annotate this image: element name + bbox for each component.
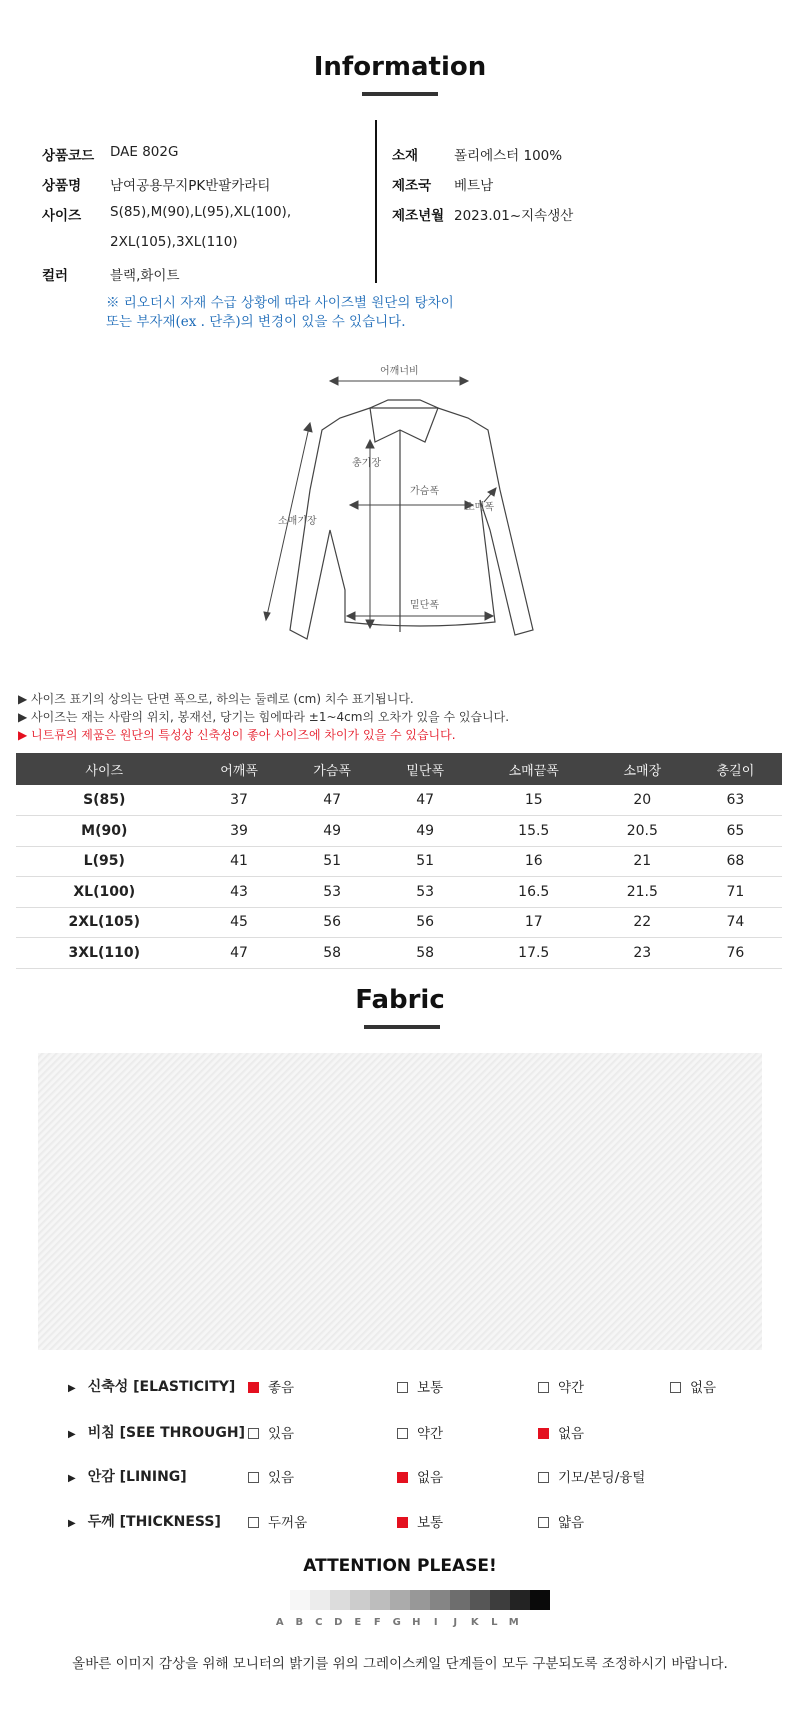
info-label: 제조년월 [392, 208, 445, 224]
info-label: 사이즈 [42, 208, 82, 224]
size-cell: 71 [689, 877, 782, 908]
fabric-option [397, 1466, 443, 1486]
checked-box-icon [538, 1428, 549, 1439]
fabric-property-label [68, 1422, 245, 1442]
fabric-property-name: 신축성 [ELASTICITY] [87, 1379, 236, 1395]
info-value: 남여공용무지PK반팔카라티 [110, 178, 271, 194]
fabric-option [397, 1376, 443, 1396]
table-row [16, 846, 782, 877]
info-label: 컬러 [42, 268, 69, 284]
size-cell: 41 [193, 846, 286, 877]
fabric-option-label: 없음 [417, 1470, 444, 1486]
size-cell: 17 [472, 907, 596, 938]
size-cell: 16.5 [472, 877, 596, 908]
size-cell: 47 [286, 785, 379, 816]
size-cell: 74 [689, 907, 782, 938]
size-cell: 15.5 [472, 816, 596, 847]
info-value: 폴리에스터 100% [454, 148, 563, 164]
garment-measurement-diagram [250, 360, 540, 650]
fabric-texture-image [38, 1053, 762, 1350]
fabric-option [538, 1376, 584, 1396]
size-cell: 37 [193, 785, 286, 816]
arrow-right-icon: ▶ [68, 1473, 76, 1484]
info-label: 상품명 [42, 178, 82, 194]
label-total-length: 총기장 [352, 458, 381, 469]
monitor-brightness-note: 올바른 이미지 감상을 위해 모니터의 밝기를 위의 그레이스케일 단계들이 모두 구분되도록 조정하시기 바랍니다. [72, 1656, 728, 1672]
grayscale-swatch [350, 1590, 370, 1610]
info-value: 2XL(105),3XL(110) [110, 234, 238, 250]
unchecked-box-icon [538, 1517, 549, 1528]
grayscale-swatch [410, 1590, 430, 1610]
fabric-option [248, 1466, 294, 1486]
fabric-property-row [0, 1376, 800, 1398]
fabric-option [248, 1376, 294, 1396]
fabric-option-label: 보통 [417, 1515, 444, 1531]
information-title: Information [313, 52, 487, 82]
arrow-right-icon: ▶ [68, 1383, 76, 1394]
notice-line-2: 또는 부자재(ex . 단추)의 변경이 있을 수 있습니다. [106, 314, 406, 330]
grayscale-letter: L [491, 1617, 498, 1628]
size-cell: 63 [689, 785, 782, 816]
grayscale-letters [270, 1617, 524, 1628]
size-note-knit-warning: ▶ 니트류의 제품은 원단의 특성상 신축성이 좋아 사이즈에 차이가 있을 수 있습니다. [18, 728, 456, 742]
size-cell: 76 [689, 938, 782, 969]
size-header-cell: 어깨폭 [193, 753, 286, 785]
size-header-cell: 가슴폭 [286, 753, 379, 785]
size-cell: 3XL(110) [16, 938, 193, 969]
size-cell: 51 [379, 846, 472, 877]
size-cell: 22 [596, 907, 689, 938]
size-cell: 47 [193, 938, 286, 969]
size-cell: 21.5 [596, 877, 689, 908]
grayscale-swatch [370, 1590, 390, 1610]
label-sleeve-opening: 소매폭 [465, 502, 494, 513]
size-cell: 65 [689, 816, 782, 847]
fabric-option-label: 있음 [268, 1470, 295, 1486]
fabric-property-label [68, 1376, 235, 1396]
attention-title: ATTENTION PLEASE! [303, 1556, 497, 1576]
grayscale-swatch [490, 1590, 510, 1610]
grayscale-letter: C [315, 1617, 323, 1628]
size-header-cell: 사이즈 [16, 753, 193, 785]
table-row [16, 816, 782, 847]
size-cell: 51 [286, 846, 379, 877]
grayscale-swatch [430, 1590, 450, 1610]
grayscale-letter: I [433, 1617, 438, 1628]
fabric-option-label: 좋음 [268, 1380, 295, 1396]
fabric-option [248, 1422, 294, 1442]
fabric-option [397, 1422, 443, 1442]
label-hem: 밑단폭 [410, 600, 439, 611]
size-cell: 47 [379, 785, 472, 816]
fabric-title-underline [364, 1025, 440, 1029]
table-row [16, 938, 782, 969]
unchecked-box-icon [248, 1428, 259, 1439]
fabric-option-label: 있음 [268, 1426, 295, 1442]
collar-outline [370, 400, 438, 442]
fabric-option-label: 없음 [690, 1380, 717, 1396]
size-table-header [16, 753, 782, 785]
size-header-cell: 총길이 [689, 753, 782, 785]
size-cell: 45 [193, 907, 286, 938]
size-cell: 15 [472, 785, 596, 816]
reorder-notice [106, 294, 454, 332]
size-cell: 49 [379, 816, 472, 847]
size-note-1: ▶ 사이즈 표기의 상의는 단면 폭으로, 하의는 둘레로 (cm) 치수 표기됩니다. [18, 692, 414, 706]
size-header-cell: 소매끝폭 [472, 753, 596, 785]
table-row [16, 785, 782, 816]
fabric-property-label [68, 1511, 221, 1531]
size-cell: 53 [379, 877, 472, 908]
label-shoulder: 어깨너비 [380, 366, 419, 377]
checked-box-icon [397, 1472, 408, 1483]
size-cell: 20.5 [596, 816, 689, 847]
grayscale-swatch [330, 1590, 350, 1610]
size-cell: 16 [472, 846, 596, 877]
size-cell: 17.5 [472, 938, 596, 969]
size-cell: 58 [379, 938, 472, 969]
grayscale-letter: H [412, 1617, 421, 1628]
fabric-property-name: 두께 [THICKNESS] [87, 1514, 221, 1530]
grayscale-letter: D [334, 1617, 343, 1628]
size-cell: XL(100) [16, 877, 193, 908]
grayscale-swatch [450, 1590, 470, 1610]
fabric-option-label: 약간 [417, 1426, 444, 1442]
size-cell: 43 [193, 877, 286, 908]
grayscale-letter: J [453, 1617, 458, 1628]
label-chest: 가슴폭 [410, 486, 439, 497]
checked-box-icon [397, 1517, 408, 1528]
fabric-property-row [0, 1466, 800, 1488]
fabric-option-label: 얇음 [558, 1515, 585, 1531]
info-value: DAE 802G [110, 144, 179, 160]
size-cell: 20 [596, 785, 689, 816]
fabric-title: Fabric [355, 985, 445, 1015]
grayscale-letter: K [470, 1617, 479, 1628]
info-label: 제조국 [392, 178, 432, 194]
size-cell: S(85) [16, 785, 193, 816]
unchecked-box-icon [248, 1472, 259, 1483]
info-value: 2023.01~지속생산 [454, 208, 574, 224]
size-cell: 49 [286, 816, 379, 847]
size-header-cell: 소매장 [596, 753, 689, 785]
size-cell: 21 [596, 846, 689, 877]
fabric-option-label: 기모/본딩/융털 [558, 1470, 646, 1486]
fabric-option-label: 보통 [417, 1380, 444, 1396]
fabric-property-label [68, 1466, 187, 1486]
size-cell: 2XL(105) [16, 907, 193, 938]
fabric-option-label: 없음 [558, 1426, 585, 1442]
fabric-option [248, 1511, 307, 1531]
size-header-cell: 밑단폭 [379, 753, 472, 785]
grayscale-letter: F [373, 1617, 381, 1628]
size-note-2: ▶ 사이즈는 재는 사람의 위치, 봉재선, 당기는 힘에따라 ±1~4cm의 오차가 있을 수 있습니다. [18, 710, 510, 724]
label-sleeve-length: 소매기장 [278, 516, 317, 527]
unchecked-box-icon [248, 1517, 259, 1528]
info-value: S(85),M(90),L(95),XL(100), [110, 204, 292, 220]
unchecked-box-icon [397, 1382, 408, 1393]
table-row [16, 907, 782, 938]
size-table [16, 753, 782, 969]
grayscale-swatch [470, 1590, 490, 1610]
arrow-right-icon: ▶ [68, 1429, 76, 1440]
size-cell: 23 [596, 938, 689, 969]
size-cell: 56 [286, 907, 379, 938]
arrow-right-icon: ▶ [68, 1518, 76, 1529]
size-cell: 53 [286, 877, 379, 908]
grayscale-letter: M [508, 1617, 519, 1628]
grayscale-swatch [510, 1590, 530, 1610]
grayscale-swatch [310, 1590, 330, 1610]
grayscale-swatch [530, 1590, 550, 1610]
fabric-property-name: 안감 [LINING] [87, 1469, 187, 1485]
notice-line-1: ※ 리오더시 자재 수급 상황에 따라 사이즈별 원단의 탕차이 [106, 295, 454, 311]
size-cell: 58 [286, 938, 379, 969]
fabric-option [538, 1422, 584, 1442]
fabric-option-label: 두꺼움 [268, 1515, 308, 1531]
grayscale-letter: E [354, 1617, 362, 1628]
info-label: 상품코드 [42, 148, 95, 164]
fabric-property-row [0, 1422, 800, 1444]
unchecked-box-icon [397, 1428, 408, 1439]
grayscale-swatch [390, 1590, 410, 1610]
fabric-option [397, 1511, 443, 1531]
info-label: 소재 [392, 148, 419, 164]
title-underline [362, 92, 438, 96]
size-cell: 39 [193, 816, 286, 847]
unchecked-box-icon [538, 1382, 549, 1393]
fabric-property-row [0, 1511, 800, 1533]
fabric-option-label: 약간 [558, 1380, 585, 1396]
table-row [16, 877, 782, 908]
fabric-property-name: 비침 [SEE THROUGH] [87, 1425, 246, 1441]
fabric-option [538, 1466, 645, 1486]
fabric-option [670, 1376, 716, 1396]
size-cell: 68 [689, 846, 782, 877]
grayscale-letter: A [275, 1617, 284, 1628]
unchecked-box-icon [670, 1382, 681, 1393]
size-cell: L(95) [16, 846, 193, 877]
unchecked-box-icon [538, 1472, 549, 1483]
grayscale-strip [290, 1590, 550, 1610]
grayscale-letter: G [392, 1617, 401, 1628]
checked-box-icon [248, 1382, 259, 1393]
size-cell: 56 [379, 907, 472, 938]
info-value: 베트남 [454, 178, 494, 194]
info-divider [375, 120, 377, 283]
size-cell: M(90) [16, 816, 193, 847]
fabric-option [538, 1511, 584, 1531]
grayscale-letter: B [295, 1617, 304, 1628]
info-value: 블랙,화이트 [110, 268, 180, 284]
grayscale-swatch [290, 1590, 310, 1610]
